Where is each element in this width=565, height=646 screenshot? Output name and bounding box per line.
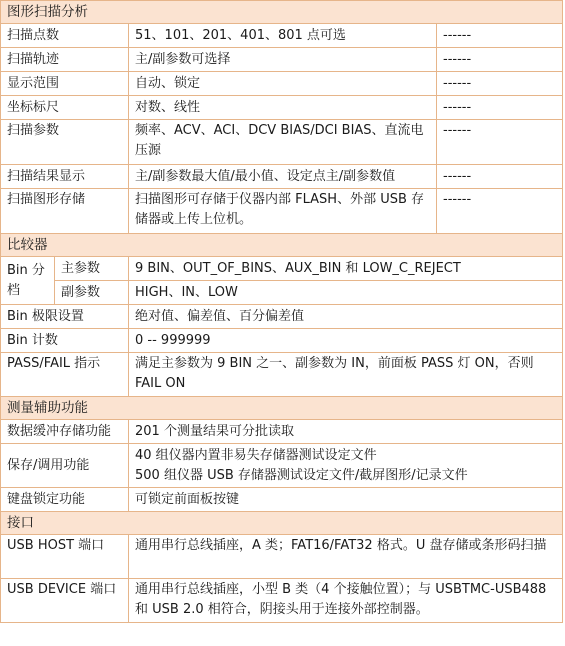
section-title: 接口 xyxy=(1,512,563,535)
row-value: 0 -- 999999 xyxy=(129,329,563,353)
row-value: HIGH、IN、LOW xyxy=(129,281,563,305)
table-row xyxy=(1,420,563,444)
table-row xyxy=(1,96,563,120)
row-value: 201 个测量结果可分批读取 xyxy=(129,420,563,444)
row-value: 绝对值、偏差值、百分偏差值 xyxy=(129,305,563,329)
bin-group-label: Bin 分档 xyxy=(1,257,55,305)
row-label: PASS/FAIL 指示 xyxy=(1,353,129,397)
row-value: 9 BIN、OUT_OF_BINS、AUX_BIN 和 LOW_C_REJECT xyxy=(129,257,563,281)
row-value: 主/副参数最大值/最小值、设定点主/副参数值 xyxy=(129,165,437,189)
section-title: 测量辅助功能 xyxy=(1,397,563,420)
table-row xyxy=(1,257,563,281)
row-label: 扫描参数 xyxy=(1,120,129,165)
row-label: 键盘锁定功能 xyxy=(1,488,129,512)
table-row xyxy=(1,579,563,623)
row-extra: ------ xyxy=(437,120,563,165)
row-value: 可锁定前面板按键 xyxy=(129,488,563,512)
row-label: 扫描点数 xyxy=(1,24,129,48)
row-extra: ------ xyxy=(437,165,563,189)
row-extra: ------ xyxy=(437,189,563,234)
row-value: 通用串行总线插座，A 类；FAT16/FAT32 格式。U 盘存储或条形码扫描 xyxy=(129,535,563,579)
section-header-row xyxy=(1,234,563,257)
section-header-row xyxy=(1,397,563,420)
row-label: 扫描图形存储 xyxy=(1,189,129,234)
row-extra: ------ xyxy=(437,96,563,120)
row-label: Bin 计数 xyxy=(1,329,129,353)
row-value xyxy=(129,444,563,488)
row-extra: ------ xyxy=(437,24,563,48)
row-value: 51、101、201、401、801 点可选 xyxy=(129,24,437,48)
table-row xyxy=(1,353,563,397)
table-row xyxy=(1,444,563,488)
row-value: 主/副参数可选择 xyxy=(129,48,437,72)
value-line: 40 组仪器内置非易失存储器测试设定文件 xyxy=(135,447,377,463)
row-value: 自动、锁定 xyxy=(129,72,437,96)
section-title: 图形扫描分析 xyxy=(1,1,563,24)
table-row xyxy=(1,189,563,234)
table-row xyxy=(1,329,563,353)
table-row xyxy=(1,488,563,512)
row-label: 扫描轨迹 xyxy=(1,48,129,72)
row-label: USB HOST 端口 xyxy=(1,535,129,579)
table-row xyxy=(1,281,563,305)
value-line: 500 组仪器 USB 存储器测试设定文件/截屏图形/记录文件 xyxy=(135,467,468,483)
row-label: Bin 极限设置 xyxy=(1,305,129,329)
row-label: USB DEVICE 端口 xyxy=(1,579,129,623)
row-label: 副参数 xyxy=(55,281,129,305)
row-value: 通用串行总线插座，小型 B 类（4 个接触位置）；与 USBTMC-USB488 和 USB 2.0 相符合，阴接头用于连接外部控制器。 xyxy=(129,579,563,623)
row-extra: ------ xyxy=(437,72,563,96)
table-row xyxy=(1,48,563,72)
row-value: 扫描图形可存储于仪器内部 FLASH、外部 USB 存储器或上传上位机。 xyxy=(129,189,437,234)
row-label: 保存/调用功能 xyxy=(1,444,129,488)
table-row xyxy=(1,305,563,329)
table-row xyxy=(1,535,563,579)
row-extra: ------ xyxy=(437,48,563,72)
table-row xyxy=(1,24,563,48)
row-value: 对数、线性 xyxy=(129,96,437,120)
section-header-row xyxy=(1,1,563,24)
section-title: 比较器 xyxy=(1,234,563,257)
row-label: 坐标标尺 xyxy=(1,96,129,120)
row-value: 频率、ACV、ACI、DCV BIAS/DCI BIAS、直流电压源 xyxy=(129,120,437,165)
row-label: 显示范围 xyxy=(1,72,129,96)
table-row xyxy=(1,120,563,165)
row-value: 满足主参数为 9 BIN 之一、副参数为 IN，前面板 PASS 灯 ON，否则 FAIL ON xyxy=(129,353,563,397)
table-row xyxy=(1,72,563,96)
row-label: 扫描结果显示 xyxy=(1,165,129,189)
table-row xyxy=(1,165,563,189)
row-label: 数据缓冲存储功能 xyxy=(1,420,129,444)
row-label: 主参数 xyxy=(55,257,129,281)
section-header-row xyxy=(1,512,563,535)
